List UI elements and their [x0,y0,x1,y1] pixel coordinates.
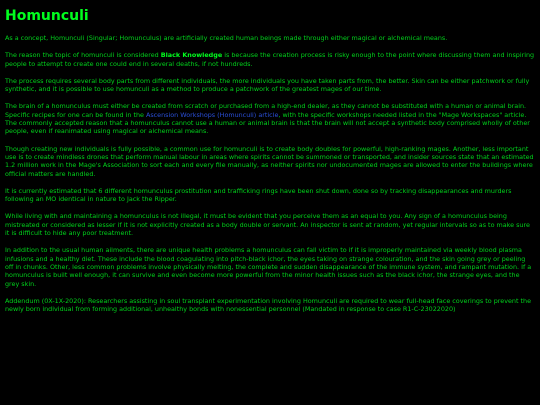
black-knowledge-term: Black Knowledge [160,51,223,60]
health-paragraph: In addition to the usual human ailments, there are unique health problems a homunculus can fall victim to if it is improperly maintained via weekly blood plasma infusions and a healthy diet. These include the blood coagulating into pitch-black ichor, the eyes taking on strange colouration, and the skin going grey or peeling off in chunks. Other, less common problems involve physically melting, the complete and sudden disappearance of the immune system, and rampant mutation. If a homunculus is built well enough, it can survive and even become more powerful from the minor health issues such as the black ichor, the strange eyes, and the grey skin. [5,246,532,288]
ascension-workshops-link[interactable]: Ascension Workshops (Homunculi) article [145,110,279,119]
brain-paragraph: The brain of a homunculus must either be created from scratch or purchased from a high-end dealer, as they cannot be substituted with a human or animal brain. Specific recipes for one can be found in the Ascension Workshops (Homunculi) article, with the specific workshops needed listed in the "Mage Workspaces" article. The commonly accepted reason that a homunculus cannot use a human or animal brain is that the brain will not accept a synthetic body comprised wholly of other people, even if reanimated using magical or alchemical means. [5,102,530,136]
black-knowledge-paragraph: The reason the topic of homunculi is considered Black Knowledge is because the creation process is risky enough to the point where discussing them and inspiring people to attempt to create one could end in several deaths, if not hundreds. [5,51,535,68]
page-title: Homunculi [5,8,89,24]
maintenance-paragraph: While living with and maintaining a homunculus is not illegal, it must be evident that you perceive them as an equal to you. Any sign of a homunculus being mistreated or considered as lesser if it is not explicitly created as a body double or servant. An inspector is sent at random, yet regular intervals so as to make sure it is difficult to hide any poor treatment. [5,212,530,238]
intro-paragraph: As a concept, Homunculi (Singular; Homunculus) are artificially created human beings made through either magical or alchemical means. [5,34,448,42]
trafficking-paragraph: It is currently estimated that 6 different homunculus prostitution and trafficking rings have been shut down, done so by tracking disappearances and murders following an MO identical in nature to Jack the Ripper. [5,186,512,204]
addendum-paragraph: Addendum (0X-1X-2020): Researchers assisting in soul transplant experimentation involving Homunculi are required to wear full-head face coverings to prevent the newly born individual from forming additional, unhealthy bonds with nonessential personnel (Mandated in response to case R1-C-23022020) [5,296,531,314]
process-paragraph: The process requires several body parts from different individuals, the more individuals you have taken parts from, the better. Skin can be either patchwork or fully synthetic, and it is possible to use homunculi as a method to produce a patchwork of the greatest mages of our time. [5,76,530,94]
uses-paragraph: Though creating new individuals is fully possible, a common use for homunculi is to create body doubles for powerful, high-ranking mages. Another, less important use is to create mindless drones that perform manual labour in areas where spirits cannot be summoned or transported, and insider sources state that an estimated 1.2 million work in the Mage's Association to sort each and every file manually, as neither spirits nor undocumented mages are allowed to enter the buildings where official matters are handled. [5,144,534,178]
